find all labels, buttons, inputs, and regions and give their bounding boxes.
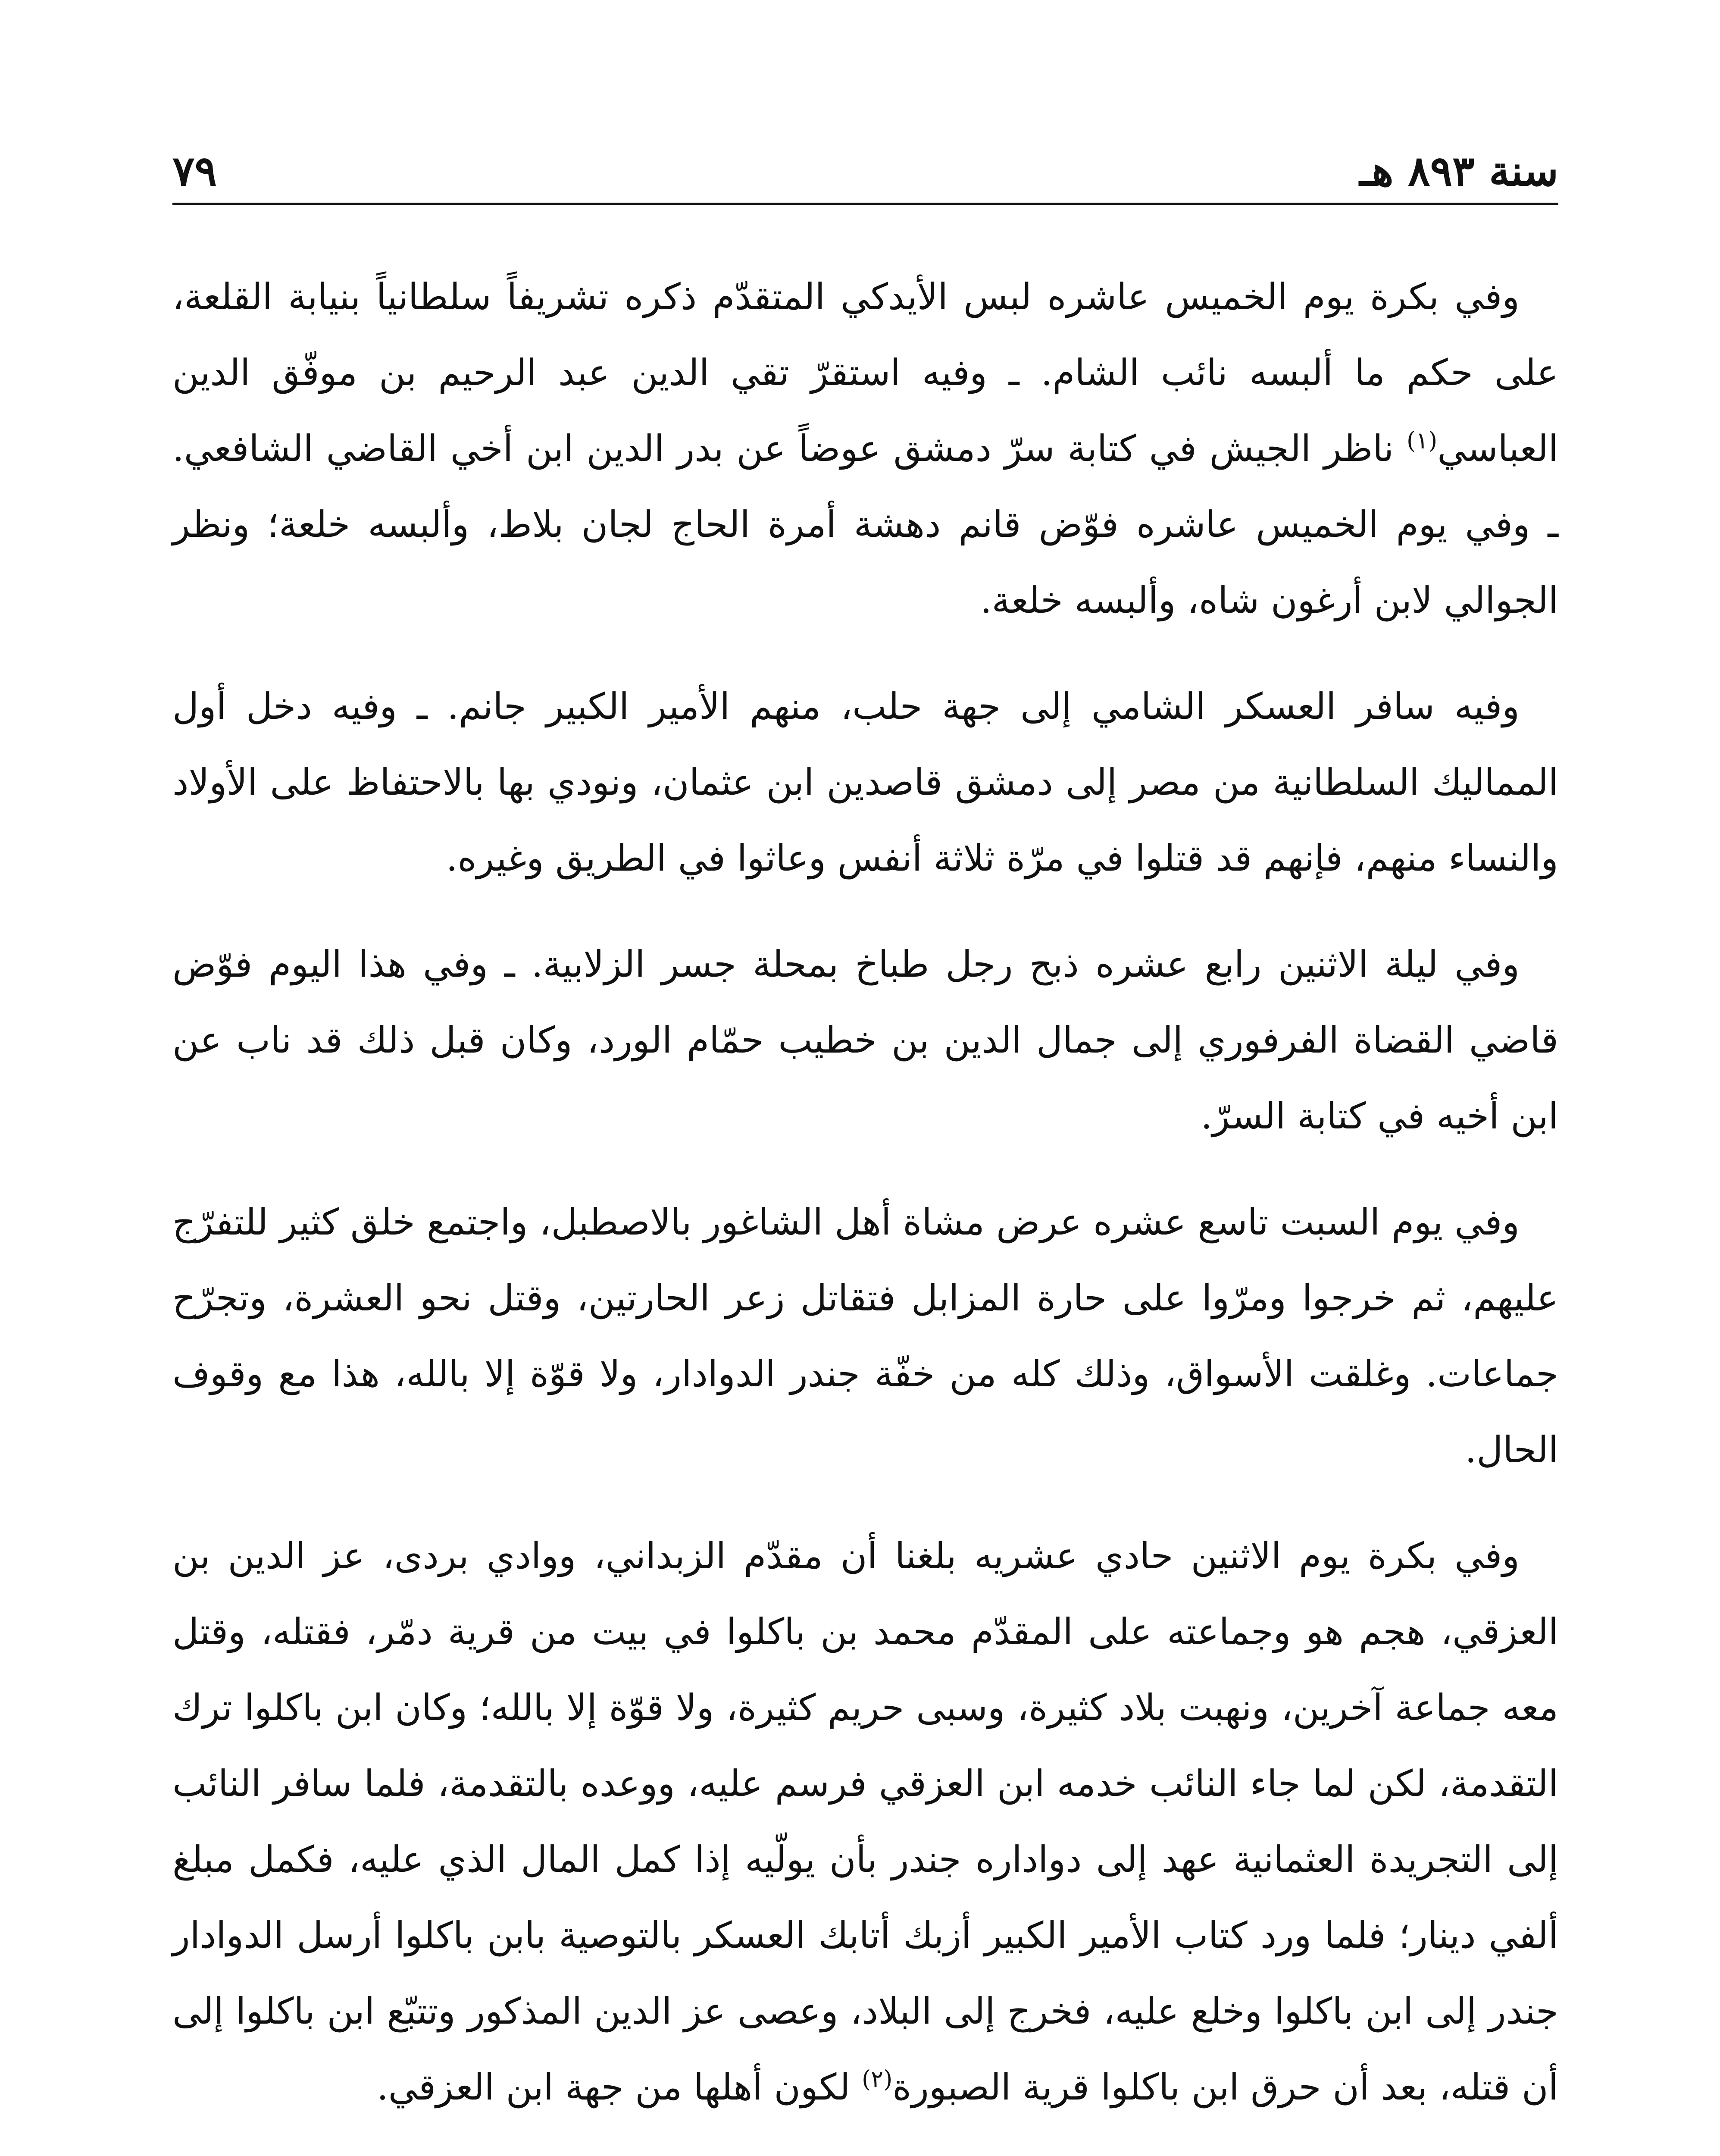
paragraph-4: وفي يوم السبت تاسع عشره عرض مشاة أهل الشاغور بالاصطبل، واجتمع خلق كثير للتفرّج عليهم، ثم خرجوا ومرّوا على حارة المزابل فتقاتل زعر الحارتين، وقتل نحو العشرة، وتجرّح جماعات. وغلقت الأسواق، وذلك كله من خفّة جندر الدوادار، ولا قوّة إلا بالله، هذا مع وقوف الحال.	[172, 1201, 1559, 1471]
footnote-ref-1: (١)	[1407, 427, 1438, 454]
paragraph-5: وفي بكرة يوم الاثنين حادي عشريه بلغنا أن مقدّم الزبداني، ووادي بردى، عز الدين بن العزقي، هجم هو وجماعته على المقدّم محمد بن باكلوا في بيت من قرية دمّر، فقتله، وقتل معه جماعة آخرين، ونهبت بلاد كثيرة، وسبى حريم كثيرة، ولا قوّة إلا بالله؛ وكان ابن باكلوا ترك التقدمة، لكن لما جاء النائب خدمه ابن العزقي فرسم عليه، ووعده بالتقدمة، فلما سافر النائب إلى التجريدة العثمانية عهد إلى دواداره جندر بأن يولّيه إذا كمل المال الذي عليه، فكمل مبلغ ألفي دينار؛ فلما ورد كتاب الأمير الكبير أزبك أتابك العسكر بالتوصية بابن باكلوا أرسل الدوادار جندر إلى ابن باكلوا وخلع عليه، فخرج إلى البلاد، وعصى عز الدين المذكور وتتبّع ابن باكلوا إلى أن قتله، بعد أن حرق ابن باكلوا قرية الصبورة$^{(٢)}$ لكون أهلها من جهة ابن العزقي.	[172, 1535, 1559, 2108]
page-number: ٧٩	[172, 147, 217, 195]
paragraph-1: وفي بكرة يوم الخميس عاشره لبس الأيدكي المتقدّم ذكره تشريفاً سلطانياً بنيابة القلعة، على حكم ما ألبسه نائب الشام. ـ وفيه استقرّ تقي الدين عبد الرحيم بن موفّق الدين العباسي$^{(١)}$ ناظر الجيش في كتابة سرّ دمشق عوضاً عن بدر الدين ابن أخي القاضي الشافعي. ـ وفي يوم الخميس عاشره فوّض قانم دهشة أمرة الحاج لجان بلاط، وألبسه خلعة؛ ونظر الجوالي لابن أرغون شاه، وألبسه خلعة.	[172, 276, 1558, 621]
paragraph-3: وفي ليلة الاثنين رابع عشره ذبح رجل طباخ بمحلة جسر الزلابية. ـ وفي هذا اليوم فوّض قاضي القضاة الفرفوري إلى جمال الدين بن خطيب حمّام الورد، وكان قبل ذلك قد ناب عن ابن أخيه في كتابة السرّ.	[172, 943, 1558, 1137]
main-text	[172, 259, 1558, 2155]
running-title: سنة ٨٩٣ هـ	[1359, 147, 1558, 195]
page-header	[172, 129, 1558, 205]
paragraph-2: وفيه سافر العسكر الشامي إلى جهة حلب، منهم الأمير الكبير جانم. ـ وفيه دخل أول المماليك السلطانية من مصر إلى دمشق قاصدين ابن عثمان، ونودي بها بالاحتفاظ على الأولاد والنساء منهم، فإنهم قد قتلوا في مرّة ثلاثة أنفس وعاثوا في الطريق وغيره.	[172, 685, 1558, 879]
footnote-ref-2: (٢)	[862, 2065, 893, 2093]
